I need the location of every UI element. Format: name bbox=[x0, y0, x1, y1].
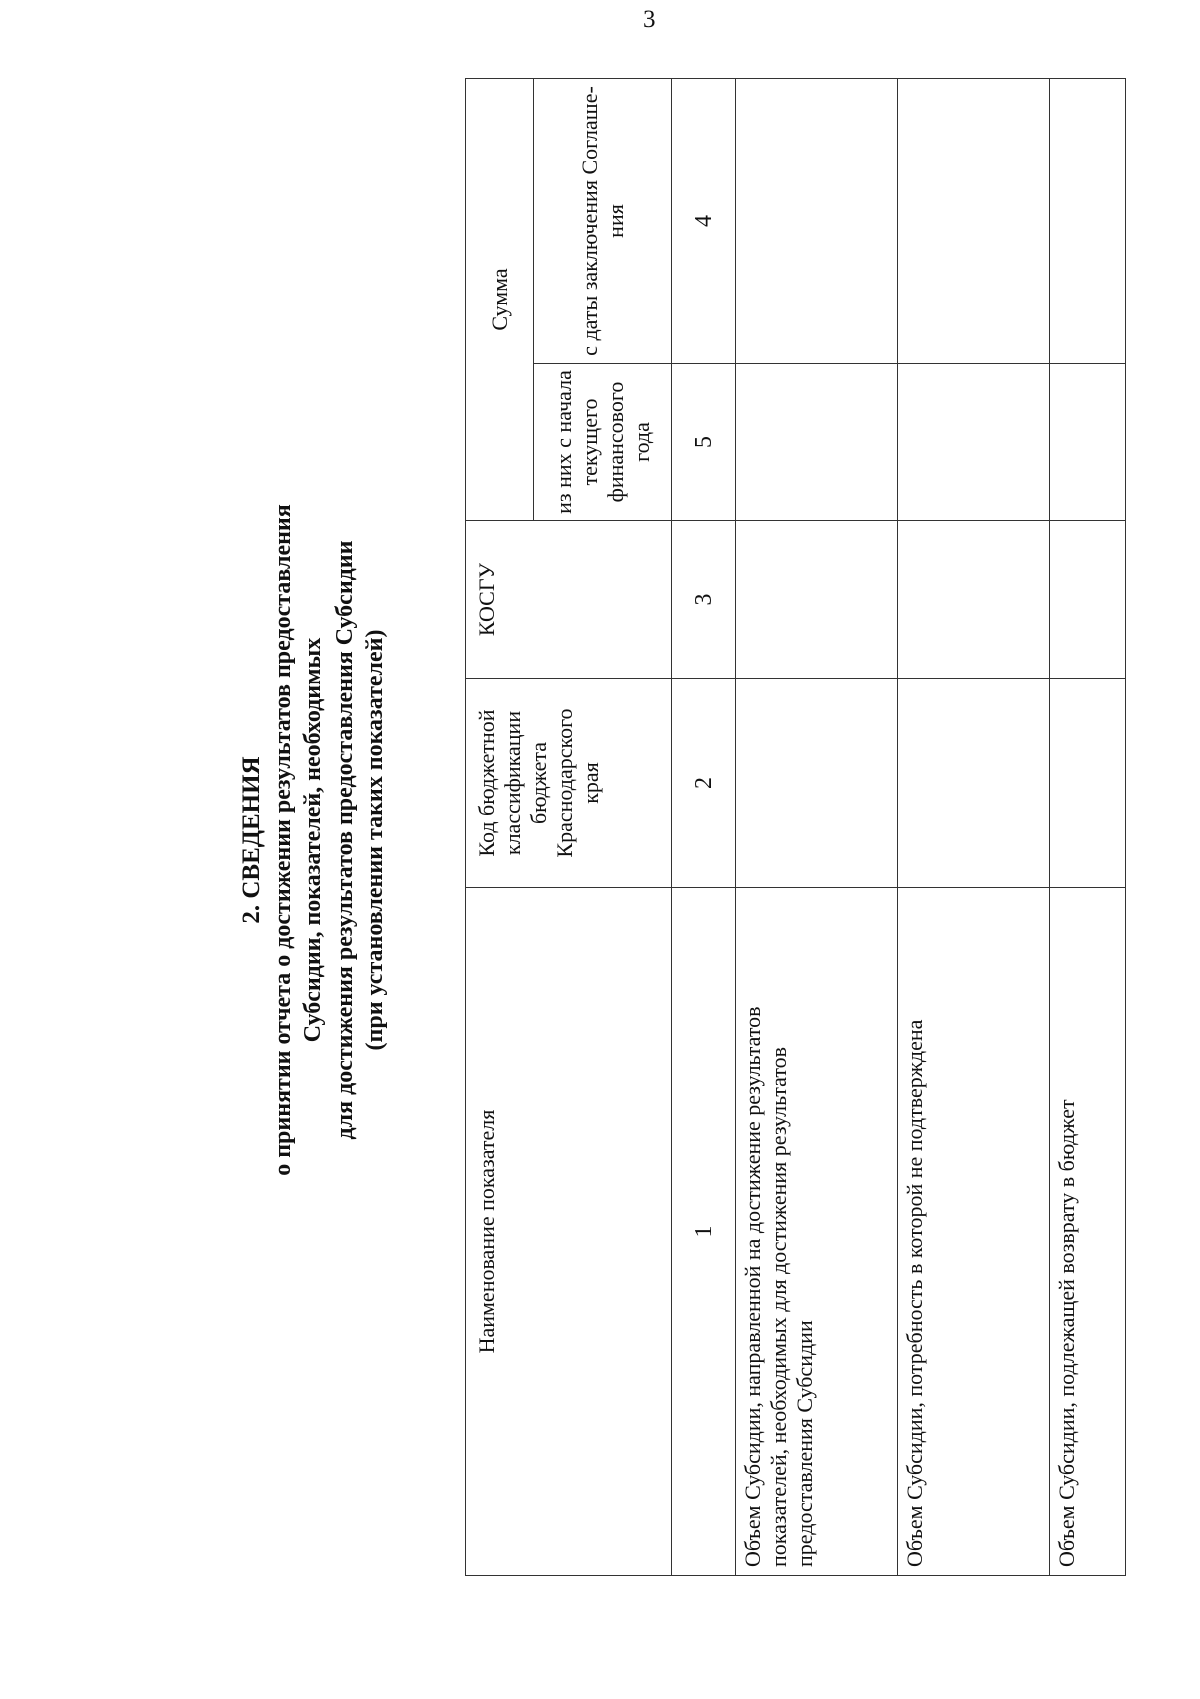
table-cell bbox=[898, 364, 1050, 521]
column-number-5: 5 bbox=[672, 364, 735, 521]
table-cell bbox=[1049, 364, 1125, 521]
row-label-subsidy-return: Объем Субсидии, подлежащей возврату в бюджет bbox=[1049, 888, 1125, 1576]
heading-title: 2. СВЕДЕНИЯ bbox=[238, 756, 265, 924]
table-cell bbox=[735, 364, 897, 521]
heading-line-3: Субсидии, показателей, необходимых bbox=[300, 637, 326, 1043]
table-cell bbox=[1049, 521, 1125, 679]
header-sum-from-year: из них с начала текущего финансового года bbox=[534, 364, 672, 521]
heading-line-2: о принятии отчета о достижении результатов предоставления bbox=[270, 504, 296, 1176]
row-label-subsidy-directed: Объем Субсидии, направленной на достижение результатов показателей, необходимых для достижения результатов предоставления Субсидии bbox=[735, 888, 897, 1576]
table-cell bbox=[898, 521, 1050, 679]
heading-line-5: (при установлении таких показателей) bbox=[362, 629, 388, 1051]
column-number-1: 1 bbox=[672, 888, 735, 1576]
column-number-3: 3 bbox=[672, 521, 735, 679]
column-number-4: 4 bbox=[672, 78, 735, 363]
page-number: 3 bbox=[643, 6, 656, 33]
table-cell bbox=[898, 78, 1050, 363]
header-indicator-name: Наименование показателя bbox=[466, 888, 672, 1576]
header-sum: Сумма bbox=[466, 78, 534, 520]
header-budget-code: Код бюджетной классификации бюджета Краснодарского края bbox=[466, 679, 672, 888]
table-cell bbox=[1049, 78, 1125, 363]
table-cell bbox=[735, 521, 897, 679]
header-kosgu: КОСГУ bbox=[466, 521, 672, 679]
table-cell bbox=[1049, 679, 1125, 888]
table-cell bbox=[735, 78, 897, 363]
table-cell bbox=[898, 679, 1050, 888]
table-cell bbox=[735, 679, 897, 888]
header-sum-from-agreement-date: с даты заключения Соглаше-ния bbox=[534, 78, 672, 363]
heading-line-4: для достижения результатов предоставления Субсидии bbox=[332, 540, 358, 1140]
column-number-2: 2 bbox=[672, 679, 735, 888]
subsidy-report-table bbox=[465, 78, 1126, 1576]
row-label-subsidy-not-confirmed: Объем Субсидии, потребность в которой не подтверждена bbox=[898, 888, 1050, 1576]
